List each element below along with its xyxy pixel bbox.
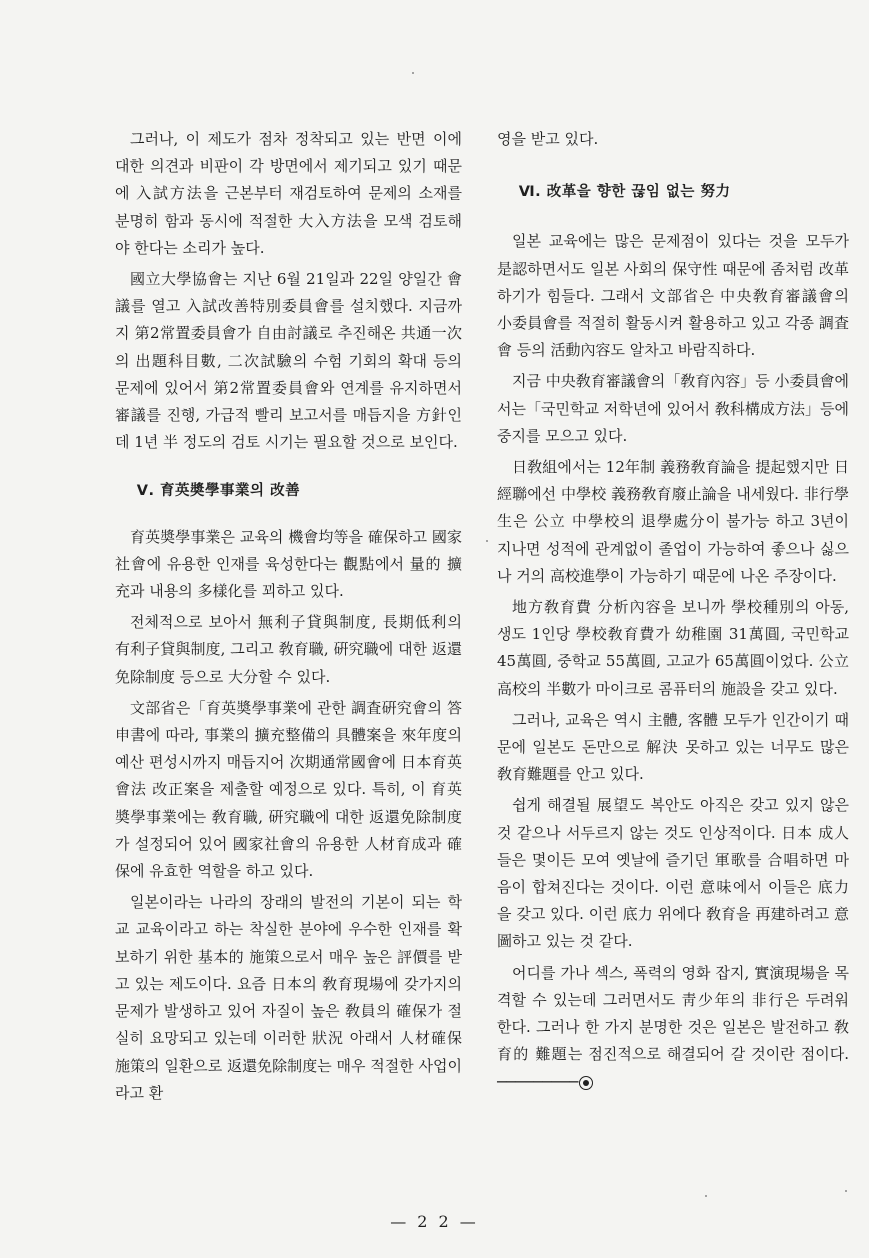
paragraph: 國立大學協會는 지난 6월 21일과 22일 양일간 會議를 열고 入試改善特別委員會를 설치했다. 지금까지 第2常置委員會가 自由討議로 추진해온 共通一次의 出題科目數, 二次試驗의 수험 기회의 확대 등의 문제에 있어서 第2常置委員會와 연계를 유지하면서 審議를 진행, 가급적 빨리 보고서를 매듭지을 方針인데 1년 半 정도의 검토 시기는 필요할 것으로 보인다. [115,270,462,452]
paragraph: 그러나, 교육은 역시 主體, 客體 모두가 인간이기 때문에 일본도 돈만으로 解決 못하고 있는 너무도 많은 敎育難題를 안고 있다. [497,710,849,784]
scan-speck [486,540,488,542]
paragraph: 지금 中央敎育審議會의「敎育內容」등 小委員會에서는「국민학교 저학년에 있어서 敎科構成方法」등에 중지를 모으고 있다. [497,372,849,445]
paragraph: 전체적으로 보아서 無利子貸與制度, 長期低利의 有利子貸與制度, 그리고 敎育職, 硏究職에 대한 返還免除制度 등으로 大分할 수 있다. [115,613,462,686]
scan-speck [845,1190,847,1192]
final-text: 어디를 가나 섹스, 폭력의 영화 잡지, 實演現場을 목격할 수 있는데 그러면서도 靑少年의 非行은 두려워 한다. 그러나 한 가지 분명한 것은 일본은 발전하고 敎育的 難題는 점진적으로 해결되어 갈 것이란 점이다. ───────── [497,963,849,1091]
paragraph: 일본이라는 나라의 장래의 발전의 기본이 되는 학교 교육이라고 하는 착실한 분야에 우수한 인재를 확보하기 위한 基本的 施策으로서 매우 높은 評價를 받고 있는 제도이다. 요즘 日本의 敎育現場에 갖가지의 문제가 발생하고 있어 자질이 높은 敎員의 確保가 절실히 요망되고 있는데 이러한 狀況 아래서 人材確保施策의 일환으로 返還免除制度는 매우 적절한 사업이라고 환 [115,893,462,1102]
paragraph: 地方敎育費 分析內容을 보니까 學校種別의 아동, 생도 1인당 學校敎育費가 幼稚園 31萬圓, 국민학교 45萬圓, 중학교 55萬圓, 고교가 65萬圓이었다. 公立 高校의 半數가 마이크로 콤퓨터의 施設을 갖고 있다. [497,598,849,698]
right-column [497,126,849,1100]
scan-speck [412,72,414,74]
paragraph: 育英奬學事業은 교육의 機會均等을 確保하고 國家社會에 유용한 인재를 육성한다는 觀點에서 量的 擴充과 내용의 多樣化를 꾀하고 있다. [115,527,462,601]
paragraph: 쉽게 해결될 展望도 복안도 아직은 갖고 있지 않은 것 같으나 서두르지 않는 것도 인상적이다. 日本 成人들은 몇이든 모여 옛날에 즐기던 軍歌를 合唱하면 마음이 합쳐진다는 것이다. 이런 意味에서 이들은 底力을 갖고 있다. 이런 底力 위에다 敎育을 再建하려고 意圖하고 있는 것 같다. [497,796,849,951]
section-heading-vi: Ⅵ. 改革을 향한 끊임 없는 努力 [518,184,731,201]
scan-speck [705,1195,707,1197]
page-number: — 2 2 — [390,1212,479,1231]
paragraph: 日敎組에서는 12年制 義務敎育論을 提起했지만 日經聯에선 中學校 義務敎育廢止論을 내세웠다. 非行學生은 公立 中學校의 退學處分이 불가능 하고 3년이 지나면 성적에 관계없이 졸업이 가능하여 좋으나 싫으나 거의 高校進學이 가능하기 때문에 나온 주장이다. [497,458,849,585]
paragraph: 일본 교육에는 많은 문제점이 있다는 것을 모두가 是認하면서도 일본 사회의 保守性 때문에 좀처럼 改革하기가 힘들다. 그래서 文部省은 中央敎育審議會의 小委員會를 적절히 활동시켜 활용하고 있고 각종 調査會 등의 活動內容도 알차고 바람직하다. [497,232,849,360]
end-mark-icon [579,1076,593,1090]
paragraph: 文部省은「育英奬學事業에 관한 調査硏究會의 答申書에 따라, 事業의 擴充整備의 具體案을 來年度의 예산 편성시까지 매듭지어 次期通常國會에 日本育英會法 改正案을 제출할 예정으로 있다. 특히, 이 育英奬學事業에는 敎育職, 硏究職에 대한 返還免除制度가 설정되어 있어 國家社會의 유용한 人材育成과 確保에 유효한 역할을 하고 있다. [115,698,462,881]
section-heading-v: Ⅴ. 育英奬學事業의 改善 [136,483,301,500]
left-column [115,126,462,1111]
paragraph-final [497,960,849,1096]
paragraph: 그러나, 이 제도가 점차 정착되고 있는 반면 이에 대한 의견과 비판이 각 방면에서 제기되고 있기 때문에 入試方法을 근본부터 재검토하여 문제의 소재를 분명히 함과 동시에 적절한 大入方法을 모색 검토해야 한다는 소리가 높다. [115,130,462,257]
paragraph-continued: 영을 받고 있다. [497,130,599,148]
